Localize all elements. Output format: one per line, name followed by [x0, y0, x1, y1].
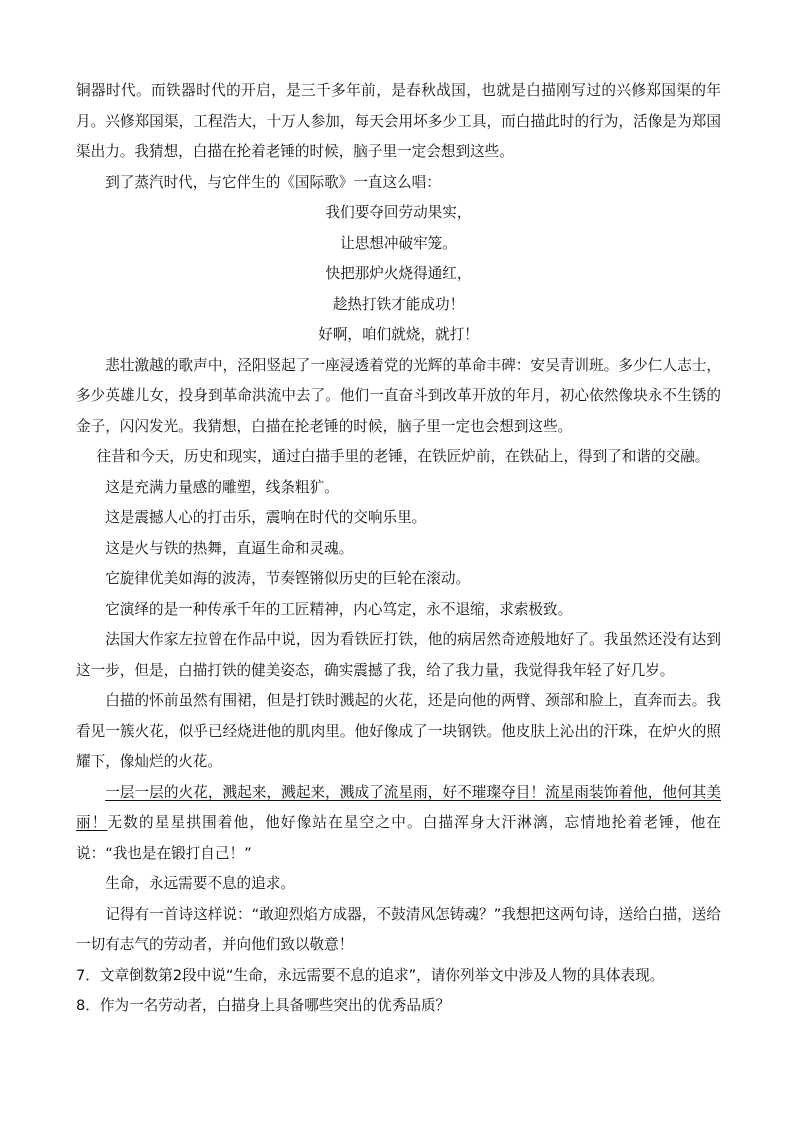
poem-line: 趁热打铁才能成功！ — [332, 295, 465, 313]
paragraph-steam-age: 到了蒸汽时代，与它伴生的《国际歌》一直这么唱： — [105, 173, 441, 191]
paragraph-craftsman-spirit: 它演绎的是一种传承千年的工匠精神，内心笃定，永不退缩，求索极致。 — [105, 600, 573, 618]
paragraph-sculpture: 这是充满力量感的雕塑，线条粗犷。 — [105, 478, 339, 496]
paragraph-anwu-training: 悲壮激越的歌声中，泾阳竖起了一座浸透着党的光辉的革命丰碑：安吴青训班。多少仁人志士，多少英雄儿女，投身到革命洪流中去了。他们一直奋斗到改革开放的年月，初心依然像块永不生锈的金子，闪闪发光。我猜想，白描在抡老锤的时候，脑子里一定也会想到这些。 — [76, 356, 721, 435]
poem-line: 快把那炉火烧得通红， — [325, 265, 472, 282]
poem-line: 让思想冲破牢笼。 — [340, 234, 457, 252]
poem-internationale — [76, 198, 721, 351]
paragraph-percussion: 这是震撼人心的打击乐，震响在时代的交响乐里。 — [105, 509, 427, 526]
paragraph-poem-tribute: 记得有一首诗这样说：“敢迎烈焰方成器，不鼓清风怎铸魂？”我想把这两句诗，送给白描，送给一切有志气的劳动者，并向他们致以敬意！ — [76, 905, 721, 953]
paragraph-dance: 这是火与铁的热舞，直逼生命和灵魂。 — [105, 539, 354, 557]
paragraph-life-pursuit: 生命，永远需要不息的追求。 — [105, 875, 295, 892]
paragraph-bronze-age: 铜器时代。而铁器时代的开启，是三千多年前，是春秋战国，也就是白描刚写过的兴修郑国渠的年月。兴修郑国渠，工程浩大，十万人参加，每天会用坏多少工具，而白描此时的行为，活像是为郑国渠出力。我猜想，白描在抡着老锤的时候，脑子里一定会想到这些。 — [76, 82, 721, 160]
paragraph-past-and-present: 往昔和今天，历史和现实，通过白描手里的老锤，在铁匠炉前，在铁砧上，得到了和谐的交融。 — [96, 448, 710, 465]
poem-line: 我们要夺回劳动果实， — [325, 204, 472, 221]
paragraph-meteor-rest: 无数的星星拱围着他，他好像站在星空之中。白描浑身大汗淋漓，忘情地抡着老锤，他在说：“我也是在锻打自己！” — [76, 814, 721, 862]
document-page — [76, 76, 721, 1022]
poem-line: 好啊，咱们就烧，就打！ — [318, 326, 479, 343]
underlined-sentence: 一层一层的火花，溅起来，溅起来，溅成了流星雨，好不璀璨夺目！流星雨装饰着他，他何其美丽！ — [76, 783, 721, 831]
paragraph-sparks: 白描的怀前虽然有围裙，但是打铁时溅起的火花，还是向他的两臂、颈部和脸上，直奔而去。我看见一簇火花，似乎已经烧进他的肌肉里。他好像成了一块钢铁。他皮肤上沁出的汗珠，在炉火的照耀下，像灿烂的火花。 — [76, 692, 721, 770]
paragraph-melody: 它旋律优美如海的波涛，节奏铿锵似历史的巨轮在滚动。 — [105, 570, 471, 587]
paragraph-meteor-shower — [76, 778, 721, 870]
question-7: 7．文章倒数第2段中说“生命，永远需要不息的追求”，请你列举文中涉及人物的具体表现。 — [76, 966, 665, 984]
question-8: 8．作为一名劳动者，白描身上具备哪些突出的优秀品质？ — [76, 997, 451, 1014]
paragraph-zola: 法国大作家左拉曾在作品中说，因为看铁匠打铁，他的病居然奇迹般地好了。我虽然还没有达到这一步，但是，白描打铁的健美姿态，确实震撼了我，给了我力量，我觉得我年轻了好几岁。 — [76, 631, 721, 679]
